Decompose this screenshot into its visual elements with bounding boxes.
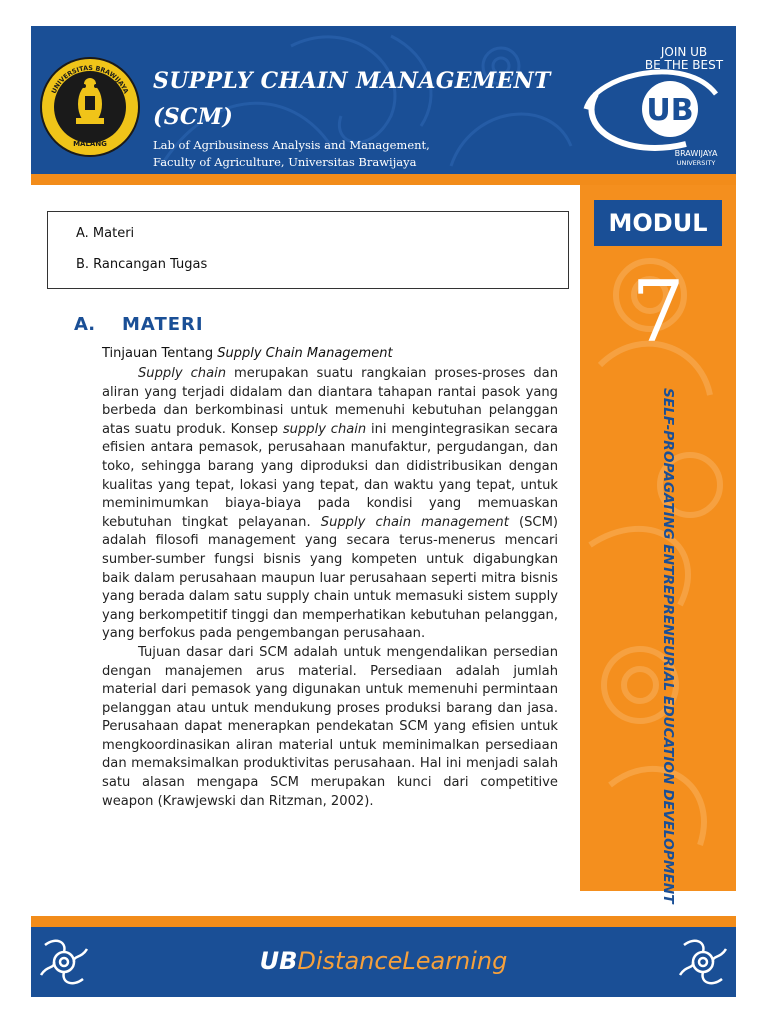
document-title: SUPPLY CHAIN MANAGEMENT [153,68,551,94]
subsection-title-italic: Supply Chain Management [217,346,393,361]
section-title: MATERI [122,314,204,335]
footer-brand-distance-learning: DistanceLearning [297,947,508,975]
footer-ornament-right-icon [676,935,730,989]
vertical-tagline-text: SELF-PROPAGATING ENTREPRENEURIAL EDUCATION DEVELOPMENT [660,388,676,904]
body-text [102,365,558,811]
lab-affiliation [153,137,430,171]
subsection-title-plain: Tinjauan Tentang [102,346,218,361]
universitas-brawijaya-seal [39,56,141,158]
footer-orange-stripe [31,916,736,927]
lab-line-1: Lab of Agribusiness Analysis and Management, [153,138,430,152]
logo-caption-line-1: BRAWIJAYA [674,149,718,158]
p1-text-b: ini mengintegrasikan secara efisien antara pemasok, perusahaan manufaktur, pergudangan, dan toko, sehingga barang yang diproduksi dan didistribusikan dengan kualitas yang tepat, lokasi yang tepat, dan waktu yang tepat, untuk meminimumkan biaya-biaya pada kondisi yang memuaskan kebutuhan tingkat pelayanan. [102,421,558,530]
vertical-tagline [656,388,676,904]
modul-number: 7 [631,263,685,361]
p1-text-c: (SCM) adalah filosofi management yang secara terus-menerus mencari sumber-sumber fungsi bisnis yang kompeten untuk digabungkan baik dalam perusahaan maupun luar perusahaan seperti mitra bisnis yang berada dalam satu supply chain untuk memasuki sistem supply yang berkompetitif tinggi dan memperhatikan kebutuhan pelanggan, yang berfokus pada pengembangan perusahaan. [102,514,558,642]
footer-brand-ub: UB [259,947,298,975]
header-orange-stripe [31,174,736,185]
p1-term-supply-chain: Supply chain [138,366,227,381]
toc-item-rancangan-tugas: B. Rancangan Tugas [76,257,208,272]
table-of-contents [47,211,569,289]
p1-term-supply-chain-2: supply chain [282,421,367,437]
header-banner [31,26,736,174]
document-title-abbrev: (SCM) [153,104,234,130]
logo-caption-line-2: UNIVERSITY [676,159,716,167]
logo-slogan-line-2: BE THE BEST [644,58,724,72]
ub-university-logo [566,34,726,169]
p1-text-a: merupakan suatu rangkaian proses-proses dan aliran yang terjadi didalam dan diantara tahapan rantai pasok yang berbeda dan berkombinasi untuk memenuhi kebutuhan pelanggan atas suatu produk. Konsep [102,366,558,437]
footer-banner [31,927,736,997]
logo-slogan-line-1: JOIN UB [660,45,708,59]
paragraph-1 [102,365,558,644]
lab-line-2: Faculty of Agriculture, Universitas Brawijaya [153,155,417,169]
paragraph-2: Tujuan dasar dari SCM adalah untuk mengendalikan persedian dengan manajemen arus material. Persediaan adalah jumlah material dari pemasok yang digunakan untuk memenuhi permintaan pelanggan atau untuk mendukung proses produksi barang dan jasa. Perusahaan dapat menerapkan pendekatan SCM yang efisien untuk mengkoordinasikan aliran material untuk meminimalkan persediaan dan memaksimalkan produktivitas perusahaan. Hal ini menjadi salah satu alasan mengapa SCM merupakan kunci dari competitive weapon (Krawjewski dan Ritzman, 2002). [102,644,558,809]
section-letter: A. [74,314,96,335]
seal-malang-text: MALANG [73,140,107,148]
logo-ub-mark: UB [646,93,694,128]
p1-term-scm: Supply chain management [320,514,509,530]
modul-label: MODUL [594,200,722,246]
subsection-title [102,346,393,361]
toc-item-materi: A. Materi [76,226,135,241]
footer-brand [31,927,736,995]
seal-arc-text: UNIVERSITAS BRAWIJAYA [49,63,131,95]
